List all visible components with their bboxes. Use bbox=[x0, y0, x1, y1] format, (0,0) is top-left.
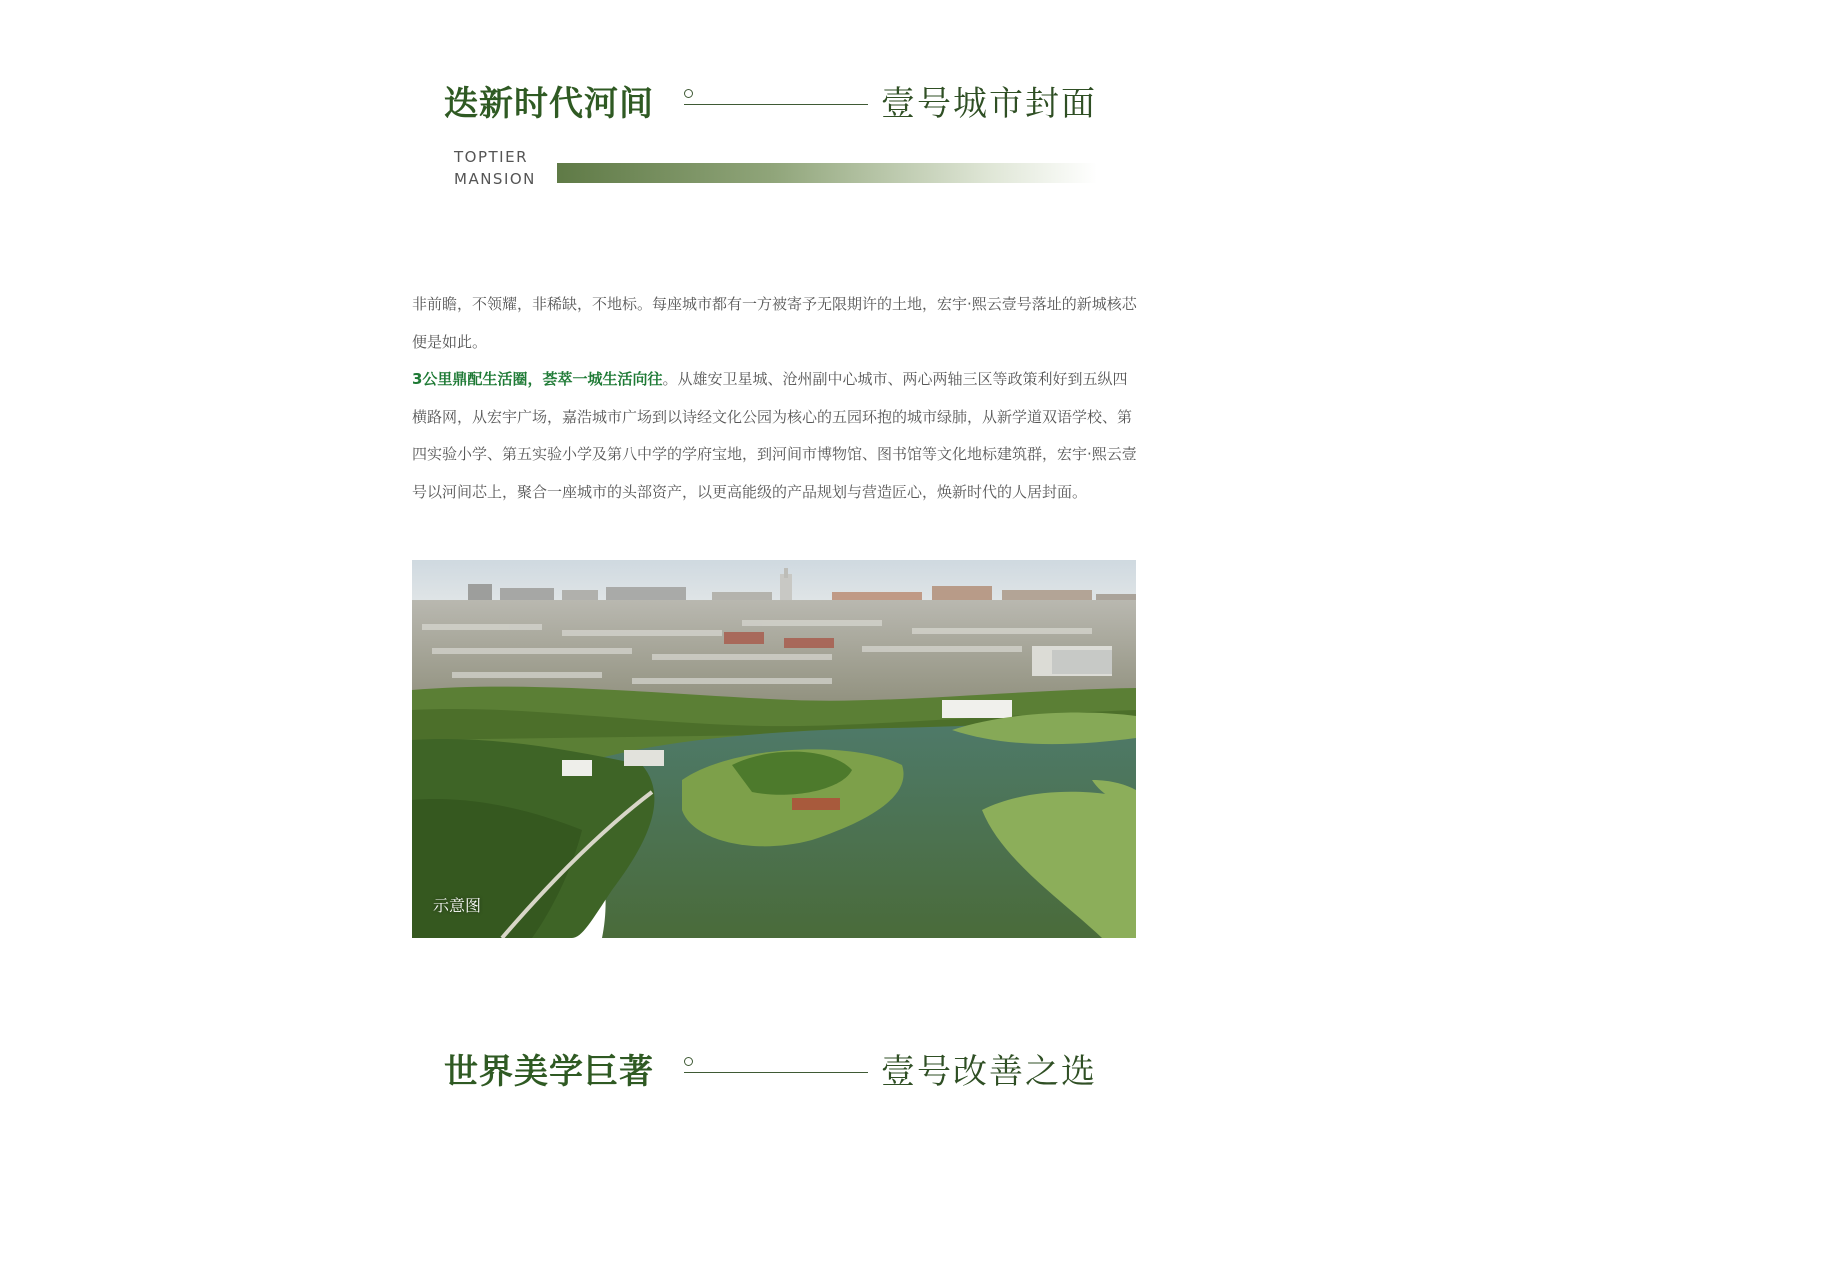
decorative-dot bbox=[684, 1057, 693, 1066]
highlight-text: 3公里鼎配生活圈，荟萃一城生活向往 bbox=[412, 370, 663, 388]
intro-paragraph-2 bbox=[412, 361, 1140, 511]
decorative-line bbox=[684, 1072, 868, 1073]
decorative-line bbox=[684, 104, 868, 105]
aerial-photo-illustration bbox=[412, 560, 1136, 938]
aerial-city-park-photo bbox=[412, 560, 1136, 938]
section-subtitle: 壹号改善之选 bbox=[881, 1052, 1097, 1092]
decorative-dot bbox=[684, 89, 693, 98]
section-subtitle: 壹号城市封面 bbox=[881, 84, 1097, 124]
section-title: 世界美学巨著 bbox=[444, 1052, 654, 1092]
intro-text bbox=[412, 286, 1140, 511]
brand-mark bbox=[454, 146, 536, 190]
gradient-divider bbox=[557, 163, 1097, 183]
intro-paragraph-1: 非前瞻，不领耀，非稀缺，不地标。每座城市都有一方被寄予无限期许的土地，宏宇·熙云壹号落址的新城核芯便是如此。 bbox=[412, 295, 1137, 351]
photo-caption: 示意图 bbox=[433, 896, 482, 915]
section-title: 迭新时代河间 bbox=[444, 84, 654, 124]
brand-line-1: TOPTIER bbox=[454, 148, 529, 166]
brand-line-2: MANSION bbox=[454, 170, 536, 188]
intro-paragraph-2-body: 。从雄安卫星城、沧州副中心城市、两心两轴三区等政策利好到五纵四横路网，从宏宇广场，嘉浩城市广场到以诗经文化公园为核心的五园环抱的城市绿肺，从新学道双语学校、第四实验小学、第五实验小学及第八中学的学府宝地，到河间市博物馆、图书馆等文化地标建筑群，宏宇·熙云壹号以河间芯上，聚合一座城市的头部资产，以更高能级的产品规划与营造匠心，焕新时代的人居封面。 bbox=[412, 370, 1137, 501]
